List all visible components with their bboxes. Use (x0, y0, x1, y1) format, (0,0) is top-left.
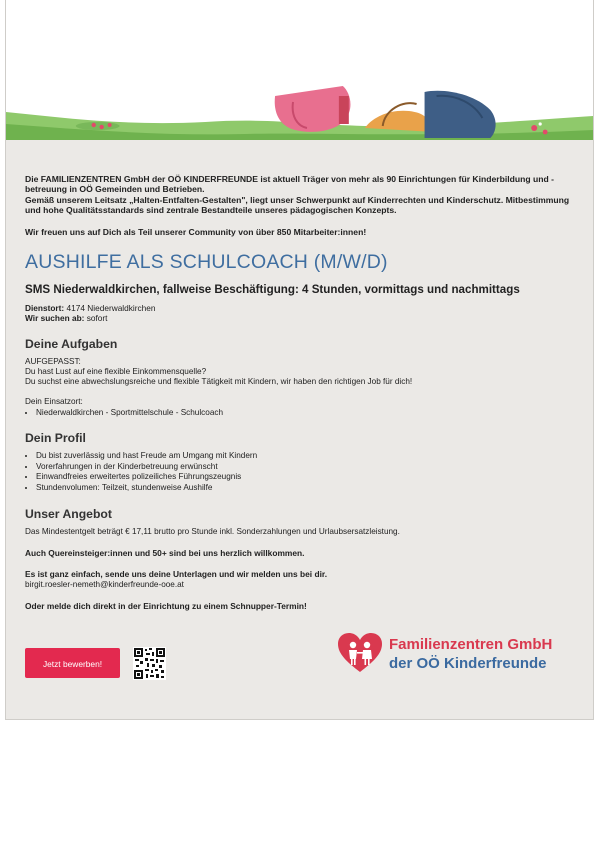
intro-paragraph-1: Die FAMILIENZENTREN GmbH der OÖ KINDERFREUNDE ist aktuell Träger von mehr als 90 Einrichtungen für Kinderbildung und -betreuung in OÖ Gemeinden und Betrieben. (25, 174, 555, 195)
start-row (25, 313, 570, 323)
offer-heading: Unser Angebot (25, 506, 112, 521)
start-value: sofort (86, 313, 108, 324)
start-label: Wir suchen ab: (25, 313, 85, 324)
job-meta (25, 303, 570, 324)
qr-code-icon[interactable] (133, 647, 166, 680)
profile-list (25, 451, 570, 493)
intro-paragraph-2: Gemäß unserem Leitsatz „Halten-Entfalten-Gestalten", liegt unser Schwerpunkt auf Kinderrechten und Kinderschutz. Mitbestimmung und hohe Qualitätsstandards sind zentrale Bestandteile unseres pädagogischen Konzepts. (25, 194, 570, 216)
logo-text-line-2: der OÖ Kinderfreunde (389, 655, 547, 672)
job-posting-page (5, 0, 594, 720)
contact-email[interactable]: birgit.roesler-nemeth@kinderfreunde-ooe.at (25, 579, 184, 589)
welcome-text: Auch Quereinsteiger:innen und 50+ sind bei uns herzlich willkommen. (25, 547, 305, 558)
location-row (25, 303, 570, 313)
apply-button[interactable]: Jetzt bewerben! (25, 648, 120, 678)
tasks-heading: Deine Aufgaben (25, 336, 118, 351)
apply-instructions: Es ist ganz einfach, sende uns deine Unterlagen und wir melden uns bei dir. (25, 569, 328, 580)
job-subtitle: SMS Niederwaldkirchen, fallweise Beschäftigung: 4 Stunden, vormittags und nachmittags (25, 283, 520, 297)
intro-paragraph-3: Wir freuen uns auf Dich als Teil unserer Community von über 850 Mitarbeiter:innen! (25, 226, 367, 237)
tasks-line-2: Du hast Lust auf eine flexible Einkommensquelle? (25, 367, 207, 377)
profile-heading: Dein Profil (25, 431, 86, 446)
places-list (25, 408, 570, 419)
list-item: • Einwandfreies erweitertes polizeiliches Führungszeugnis (36, 472, 570, 483)
tasks-line-1: AUFGEPASST: (25, 356, 81, 366)
banner-illustration (6, 0, 593, 140)
contact-text: Oder melde dich direkt in der Einrichtung zu einem Schnupper-Termin! (25, 600, 307, 611)
company-logo (337, 630, 577, 680)
job-title: AUSHILFE ALS SCHULCOACH (M/W/D) (25, 251, 388, 274)
location-value: 4174 Niederwaldkirchen (66, 303, 156, 314)
posting-content (25, 174, 570, 611)
list-item: • Vorerfahrungen in der Kinderbetreuung erwünscht (36, 462, 570, 473)
logo-text-line-1: Familienzentren GmbH (389, 636, 553, 653)
heart-logo-icon (337, 632, 383, 674)
tasks-line-3: Du suchst eine abwechslungsreiche und flexible Tätigkeit mit Kindern, wir haben den richtigen Job für dich! (25, 377, 413, 387)
list-item: • Stundenvolumen: Teilzeit, stundenweise Aushilfe (36, 483, 570, 494)
intro-text (25, 174, 570, 237)
place-label: Dein Einsatzort: (25, 397, 83, 407)
salary-text: Das Mindestentgelt beträgt € 17,11 brutto pro Stunde inkl. Sonderzahlungen und Urlaubsersatzleistung. (25, 526, 400, 536)
list-item: • Niederwaldkirchen - Sportmittelschule - Schulcoach (36, 408, 570, 419)
location-label: Dienstort: (25, 303, 65, 314)
list-item: • Du bist zuverlässig und hast Freude am Umgang mit Kindern (36, 451, 570, 462)
tasks-text (25, 357, 570, 408)
